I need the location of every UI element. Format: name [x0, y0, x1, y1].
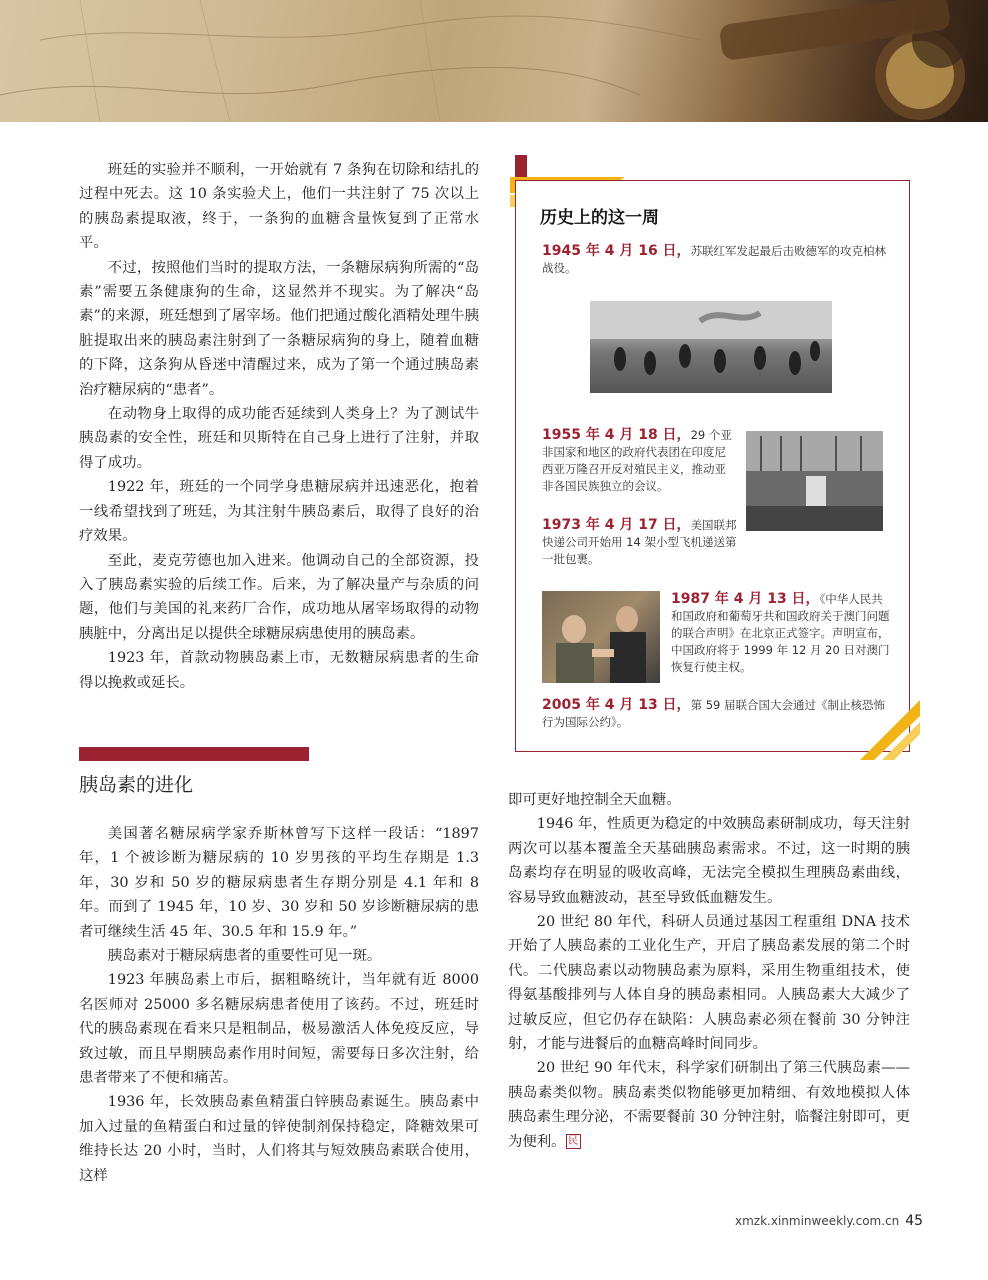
- corner-decoration-bottom: [860, 700, 920, 760]
- history-event: [671, 591, 891, 676]
- page-number: 45: [905, 1213, 924, 1229]
- event-date: 1955 年 4 月 18 日，: [542, 427, 691, 443]
- event-text: 29 个亚非国家和地区的政府代表团在印度尼西亚万隆召开反对殖民主义，推动亚非各国民族独立的会议。: [542, 428, 732, 493]
- event-text: 美国联邦快递公司开始用 14 架小型飞机递送第一批包裹。: [542, 518, 737, 566]
- paragraph: 美国著名糖尿病学家乔斯林曾写下这样一段话：“1897 年，1 个被诊断为糖尿病的 10 岁男孩的平均生存期是 1.3 年，30 岁和 50 岁的糖尿病患者生存期分别是 4.1 年和 8 年。而到了 1945 年，10 岁、30 岁和 50 岁诊断糖尿病的患者可继续生活 45 年、30.5 年和 15.9 年。”: [79, 826, 479, 940]
- paragraph: 不过，按照他们当时的提取方法，一条糖尿病狗所需的“岛素”需要五条健康狗的生命，这显然并不现实。为了解决“岛素”的来源，班廷想到了屠宰场。他们把通过酸化酒精处理牛胰脏提取出来的胰岛素注射到了一条糖尿病狗的身上，随着血糖的下降，这条狗从昏迷中清醒过来，成为了第一个通过胰岛素治疗糖尿病的“患者”。: [79, 259, 479, 398]
- battle-photo: [590, 301, 832, 393]
- paragraph: 1922 年，班廷的一个同学身患糖尿病并迅速恶化，抱着一线希望找到了班廷，为其注射牛胰岛素后，取得了良好的治疗效果。: [79, 479, 479, 545]
- sidebar-title: 历史上的这一周: [540, 208, 659, 228]
- paragraph: 20 世纪 80 年代，科研人员通过基因工程重组 DNA 技术开始了人胰岛素的工业化生产，开启了胰岛素发展的第二个时代。二代胰岛素以动物胰岛素为原料，采用生物重组技术，使得氨基酸排列与人体自身的胰岛素相同。人胰岛素大大减少了过敏反应，但它仍存在缺陷：人胰岛素必须在餐前 30 分钟注射，才能与进餐后的血糖高峰时间同步。: [508, 914, 910, 1053]
- event-date: 1973 年 4 月 17 日，: [542, 517, 691, 533]
- signing-photo: [542, 591, 660, 683]
- history-event: [542, 427, 732, 495]
- history-event: [542, 243, 892, 277]
- event-date: 1987 年 4 月 13 日，: [671, 591, 820, 607]
- conference-photo: [746, 431, 883, 531]
- paragraph: 1936 年，长效胰岛素鱼精蛋白锌胰岛素诞生。胰岛素中加入过量的鱼精蛋白和过量的锌使制剂保持稳定，降糖效果可维持长达 20 小时，当时，人们将其与短效胰岛素联合使用，这样: [79, 1094, 479, 1184]
- history-event: [542, 517, 742, 568]
- history-event: [542, 697, 892, 731]
- paragraph: 1946 年，性质更为稳定的中效胰岛素研制成功，每天注射两次可以基本覆盖全天基础胰岛素需求。不过，这一时期的胰岛素均存在明显的吸收高峰，无法完全模拟生理胰岛素曲线，容易导致血糖波动，甚至导致低血糖发生。: [508, 816, 910, 906]
- event-date: 1945 年 4 月 16 日，: [542, 243, 691, 259]
- section-heading: 胰岛素的进化: [79, 774, 194, 796]
- paragraph-continuation: 即可更好地控制全天血糖。: [508, 792, 681, 808]
- paragraph: 1923 年，首款动物胰岛素上市，无数糖尿病患者的生命得以挽救或延长。: [79, 650, 479, 691]
- paragraph-text: 20 世纪 90 年代末，科学家们研制出了第三代胰岛素——胰岛素类似物。胰岛素类似物能够更加精细、有效地模拟人体胰岛素生理分泌，不需要餐前 30 分钟注射，临餐注射即可，更为便利。: [508, 1060, 910, 1150]
- event-text: 第 59 届联合国大会通过《制止核恐怖行为国际公约》。: [542, 698, 886, 729]
- event-date: 2005 年 4 月 13 日，: [542, 697, 691, 713]
- header-banner-image: [0, 0, 988, 122]
- paragraph: 至此，麦克劳德也加入进来。他调动自己的全部资源，投入了胰岛素实验的后续工作。后来，为了解决量产与杂质的问题，他们与美国的礼来药厂合作，成功地从屠宰场取得的动物胰脏中，分离出足以提供全球糖尿病患使用的胰岛素。: [79, 552, 479, 642]
- paragraph: 班廷的实验并不顺利，一开始就有 7 条狗在切除和结扎的过程中死去。这 10 条实验犬上，他们一共注射了 75 次以上的胰岛素提取液，终于，一条狗的血糖含量恢复到了正常水平。: [79, 162, 479, 252]
- paragraph-last: [508, 1056, 910, 1154]
- page-footer: [735, 1213, 923, 1229]
- event-text: 苏联红军发起最后击败德军的攻克柏林战役。: [542, 244, 887, 275]
- article-column-top-left: [79, 158, 479, 695]
- website-url: xmzk.xinminweekly.com.cn: [735, 1214, 900, 1228]
- event-text: 《中华人民共和国政府和葡萄牙共和国政府关于澳门问题的联合声明》在北京正式签字。声明宣布，中国政府将于 1999 年 12 月 20 日对澳门恢复行使主权。: [671, 592, 890, 674]
- article-column-bottom-left: [79, 822, 479, 1188]
- paragraph: 胰岛素对于糖尿病患者的重要性可见一斑。: [107, 948, 382, 965]
- article-column-bottom-right: [508, 788, 910, 1154]
- section-heading-bar: [79, 747, 309, 761]
- history-sidebar: [515, 180, 910, 752]
- end-mark-icon: 民: [566, 1134, 581, 1149]
- paragraph: 1923 年胰岛素上市后，据粗略统计，当年就有近 8000 名医师对 25000 多名糖尿病患者使用了该药。不过，班廷时代的胰岛素现在看来只是粗制品，极易激活人体免疫反应，导致过敏，而且早期胰岛素作用时间短，需要每日多次注射，给患者带来了不便和痛苦。: [79, 972, 479, 1087]
- paragraph: 在动物身上取得的成功能否延续到人类身上？为了测试牛胰岛素的安全性，班廷和贝斯特在自己身上进行了注射，并取得了成功。: [79, 406, 479, 471]
